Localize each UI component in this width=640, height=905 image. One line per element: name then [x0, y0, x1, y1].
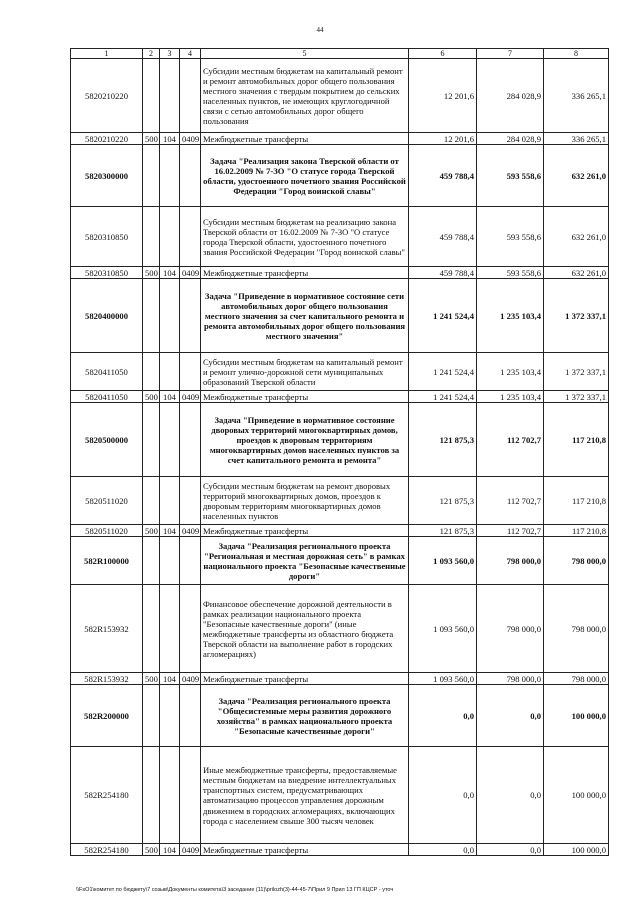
column-header: 3: [160, 49, 180, 59]
value-cell: 798 000,0: [544, 585, 609, 673]
value-cell: 1 372 337,1: [544, 279, 609, 353]
value-cell: 593 558,6: [477, 145, 544, 207]
value-cell: 1 093 560,0: [409, 673, 477, 685]
row-description: Субсидии местным бюджетам на капитальный ремонт и ремонт улично-дорожной сети муниципальных образований Тверской области: [201, 353, 409, 391]
value-cell: 121 875,3: [409, 403, 477, 477]
value-cell: 12 201,6: [409, 133, 477, 145]
table-row: [71, 685, 609, 747]
col2-cell: 500: [143, 267, 160, 279]
column-header: 4: [180, 49, 201, 59]
value-cell: 1 235 103,4: [477, 391, 544, 403]
row-description: Субсидии местным бюджетам на капитальный ремонт и ремонт автомобильных дорог общего пользования местного значения с твердым покрытием до сельских населенных пунктов, не имеющих круглогодичной связи с сетью автомобильных дорог общего пользования: [201, 59, 409, 133]
value-cell: 336 265,1: [544, 133, 609, 145]
value-cell: 284 028,9: [477, 59, 544, 133]
col4-cell: [180, 685, 201, 747]
col4-cell: [180, 145, 201, 207]
value-cell: 112 702,7: [477, 525, 544, 537]
col2-cell: [143, 353, 160, 391]
row-description: Межбюджетные трансферты: [201, 525, 409, 537]
column-header: 8: [544, 49, 609, 59]
col3-cell: [160, 279, 180, 353]
row-code: 582R254180: [71, 747, 143, 844]
col2-cell: [143, 59, 160, 133]
table-row: [71, 145, 609, 207]
col4-cell: [180, 537, 201, 585]
row-description: Межбюджетные трансферты: [201, 844, 409, 856]
col3-cell: [160, 403, 180, 477]
table-row: [71, 673, 609, 685]
row-code: 5820411050: [71, 353, 143, 391]
col3-cell: 104: [160, 267, 180, 279]
col3-cell: [160, 585, 180, 673]
row-description: Субсидии местным бюджетам на реализацию закона Тверской области от 16.02.2009 № 7-ЗО "О статусе города Тверской области, удостоенного почетного звания Российской Федерации "Город воинской славы": [201, 207, 409, 267]
table-row: [71, 133, 609, 145]
value-cell: 1 241 524,4: [409, 353, 477, 391]
column-header: 5: [201, 49, 409, 59]
value-cell: 1 093 560,0: [409, 537, 477, 585]
col4-cell: 0409: [180, 525, 201, 537]
col3-cell: [160, 59, 180, 133]
col3-cell: [160, 537, 180, 585]
value-cell: 459 788,4: [409, 207, 477, 267]
header-row: [71, 49, 609, 59]
col3-cell: 104: [160, 391, 180, 403]
col3-cell: [160, 207, 180, 267]
row-code: 5820300000: [71, 145, 143, 207]
row-code: 582R153932: [71, 673, 143, 685]
table-row: [71, 585, 609, 673]
value-cell: 632 261,0: [544, 207, 609, 267]
row-code: 5820511020: [71, 525, 143, 537]
value-cell: 0,0: [477, 844, 544, 856]
col3-cell: [160, 353, 180, 391]
col2-cell: [143, 207, 160, 267]
value-cell: 593 558,6: [477, 267, 544, 279]
row-description: Межбюджетные трансферты: [201, 267, 409, 279]
column-header: 7: [477, 49, 544, 59]
row-description: Субсидии местным бюджетам на ремонт дворовых территорий многоквартирных домов, проездов к дворовым территориям многоквартирных домов населенных пунктов: [201, 477, 409, 525]
row-code: 5820310850: [71, 267, 143, 279]
col4-cell: [180, 279, 201, 353]
col3-cell: 104: [160, 673, 180, 685]
value-cell: 112 702,7: [477, 403, 544, 477]
page-number: 44: [316, 26, 324, 34]
col3-cell: 104: [160, 525, 180, 537]
table-row: [71, 207, 609, 267]
row-code: 582R100000: [71, 537, 143, 585]
row-code: 582R153932: [71, 585, 143, 673]
value-cell: 336 265,1: [544, 59, 609, 133]
col2-cell: 500: [143, 673, 160, 685]
col3-cell: 104: [160, 133, 180, 145]
col3-cell: [160, 685, 180, 747]
col2-cell: [143, 403, 160, 477]
row-code: 5820210220: [71, 133, 143, 145]
col4-cell: [180, 207, 201, 267]
row-description: Межбюджетные трансферты: [201, 391, 409, 403]
row-description: Задача "Приведение в нормативное состояние дворовых территорий многоквартирных домов, проездов к дворовым территориям многоквартирных домов населенных пунктов за счет капитального ремонта и ремонта": [201, 403, 409, 477]
col4-cell: 0409: [180, 673, 201, 685]
table-row: [71, 525, 609, 537]
value-cell: 1 235 103,4: [477, 353, 544, 391]
row-description: Финансовое обеспечение дорожной деятельности в рамках реализации национального проекта "Безопасные качественные дороги" (иные межбюджетные трансферты из областного бюджета Тверской области на выполнение работ в городских агломерациях): [201, 585, 409, 673]
col2-cell: [143, 685, 160, 747]
col4-cell: 0409: [180, 391, 201, 403]
value-cell: 632 261,0: [544, 267, 609, 279]
col3-cell: [160, 747, 180, 844]
column-header: 2: [143, 49, 160, 59]
col3-cell: [160, 145, 180, 207]
row-code: 5820500000: [71, 403, 143, 477]
value-cell: 112 702,7: [477, 477, 544, 525]
row-description: Задача "Реализация регионального проекта "Общесистемные меры развития дорожного хозяйства" в рамках национального проекта "Безопасные качественные дороги": [201, 685, 409, 747]
col4-cell: [180, 403, 201, 477]
value-cell: 1 093 560,0: [409, 585, 477, 673]
row-code: 5820310850: [71, 207, 143, 267]
value-cell: 1 241 524,4: [409, 391, 477, 403]
value-cell: 0,0: [409, 685, 477, 747]
row-code: 5820511020: [71, 477, 143, 525]
col2-cell: [143, 537, 160, 585]
table-row: [71, 279, 609, 353]
col2-cell: [143, 279, 160, 353]
table-row: [71, 844, 609, 856]
col2-cell: 500: [143, 844, 160, 856]
table-row: [71, 477, 609, 525]
col4-cell: [180, 477, 201, 525]
value-cell: 1 372 337,1: [544, 353, 609, 391]
col2-cell: 500: [143, 133, 160, 145]
col3-cell: [160, 477, 180, 525]
row-description: Иные межбюджетные трансферты, предоставляемые местным бюджетам на внедрение интеллектуальных транспортных систем, предусматривающих автоматизацию процессов управления дорожным движением в городских агломерациях, включающих города с населением свыше 300 тысяч человек: [201, 747, 409, 844]
budget-table: [70, 48, 609, 856]
col2-cell: 500: [143, 391, 160, 403]
col2-cell: [143, 747, 160, 844]
table-row: [71, 353, 609, 391]
row-description: Задача "Реализация регионального проекта "Региональная и местная дорожная сеть" в рамках национального проекта "Безопасные качественные дороги": [201, 537, 409, 585]
col4-cell: 0409: [180, 267, 201, 279]
col2-cell: 500: [143, 525, 160, 537]
row-description: Межбюджетные трансферты: [201, 133, 409, 145]
value-cell: 798 000,0: [477, 537, 544, 585]
value-cell: 632 261,0: [544, 145, 609, 207]
col4-cell: 0409: [180, 844, 201, 856]
value-cell: 798 000,0: [477, 585, 544, 673]
table-row: [71, 59, 609, 133]
row-code: 582R254180: [71, 844, 143, 856]
value-cell: 117 210,8: [544, 525, 609, 537]
table-row: [71, 537, 609, 585]
value-cell: 12 201,6: [409, 59, 477, 133]
col2-cell: [143, 477, 160, 525]
col4-cell: [180, 59, 201, 133]
value-cell: 0,0: [477, 685, 544, 747]
value-cell: 798 000,0: [477, 673, 544, 685]
value-cell: 0,0: [409, 747, 477, 844]
table-row: [71, 747, 609, 844]
value-cell: 1 241 524,4: [409, 279, 477, 353]
row-code: 5820411050: [71, 391, 143, 403]
value-cell: 100 000,0: [544, 747, 609, 844]
value-cell: 459 788,4: [409, 145, 477, 207]
row-description: Межбюджетные трансферты: [201, 673, 409, 685]
value-cell: 459 788,4: [409, 267, 477, 279]
value-cell: 121 875,3: [409, 477, 477, 525]
value-cell: 798 000,0: [544, 673, 609, 685]
row-description: Задача "Реализация закона Тверской области от 16.02.2009 № 7-ЗО "О статусе города Тверской области, удостоенного почетного звания Российской Федерации "Город воинской славы": [201, 145, 409, 207]
col4-cell: [180, 747, 201, 844]
row-code: 5820210220: [71, 59, 143, 133]
value-cell: 117 210,8: [544, 403, 609, 477]
table-row: [71, 391, 609, 403]
col4-cell: [180, 585, 201, 673]
column-header: 1: [71, 49, 143, 59]
value-cell: 0,0: [409, 844, 477, 856]
row-code: 582R200000: [71, 685, 143, 747]
col4-cell: [180, 353, 201, 391]
value-cell: 117 210,8: [544, 477, 609, 525]
value-cell: 798 000,0: [544, 537, 609, 585]
value-cell: 284 028,9: [477, 133, 544, 145]
col2-cell: [143, 585, 160, 673]
value-cell: 593 558,6: [477, 207, 544, 267]
row-description: Задача "Приведение в нормативное состояние сети автомобильных дорог общего пользования местного значения за счет капитального ремонта и ремонта автомобильных дорог общего пользования местного значения": [201, 279, 409, 353]
col2-cell: [143, 145, 160, 207]
value-cell: 121 875,3: [409, 525, 477, 537]
file-path-footer: \\FsO1\комитет по бюджету\7 созыв\Документы комитета\3 заседание (11)\prilozh(3)-44-45-7\Прил 9 Прил 13 ГП КЦСР - уточ: [76, 887, 394, 893]
value-cell: 100 000,0: [544, 685, 609, 747]
value-cell: 1 235 103,4: [477, 279, 544, 353]
value-cell: 100 000,0: [544, 844, 609, 856]
row-code: 5820400000: [71, 279, 143, 353]
value-cell: 0,0: [477, 747, 544, 844]
value-cell: 1 372 337,1: [544, 391, 609, 403]
col3-cell: 104: [160, 844, 180, 856]
table-row: [71, 267, 609, 279]
col4-cell: 0409: [180, 133, 201, 145]
column-header: 6: [409, 49, 477, 59]
table-row: [71, 403, 609, 477]
